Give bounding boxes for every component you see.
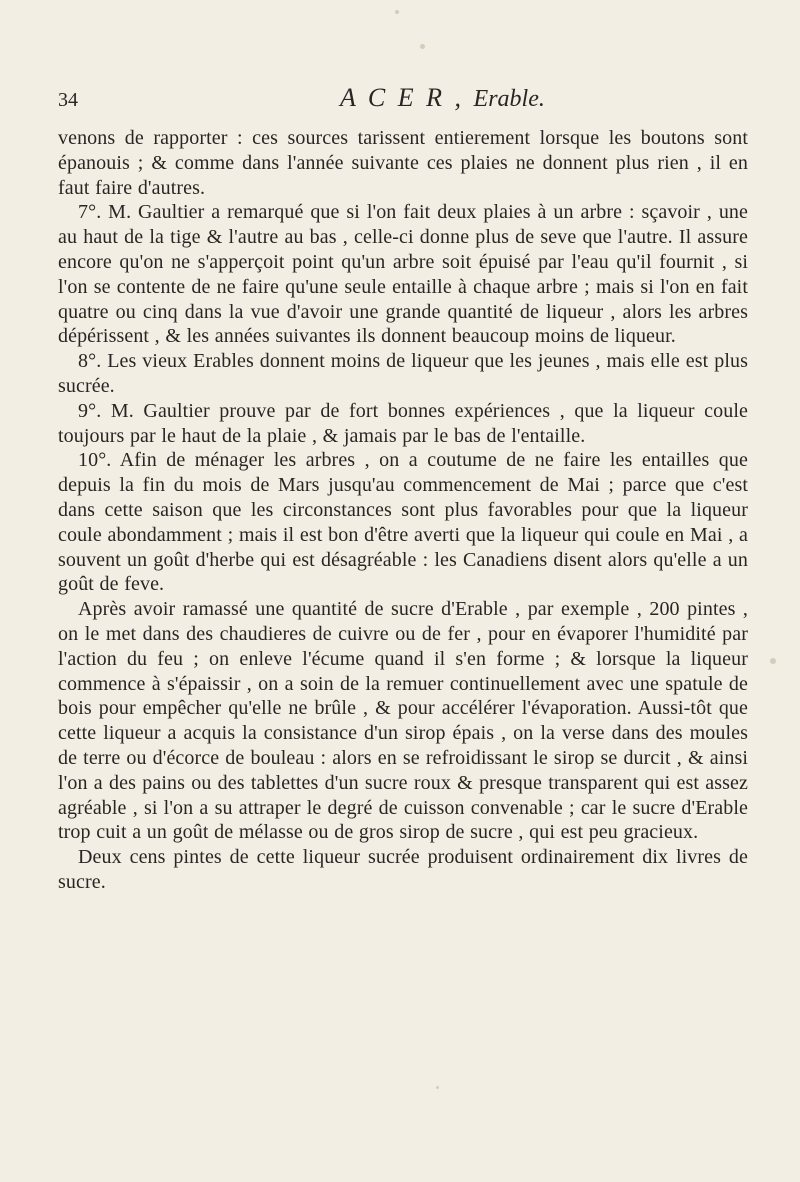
paragraph-continuation: venons de rapporter : ces sources tarissent entierement lorsque les boutons sont épanouis ; & comme dans l'année suivante ces plaies ne donnent plus rien , il en faut faire d'autres. — [58, 127, 748, 199]
paragraph-8: 8°. Les vieux Erables donnent moins de liqueur que les jeunes , mais elle est plus sucrée. — [58, 350, 748, 397]
paragraph-sugar-process: Après avoir ramassé une quantité de sucre d'Erable , par exemple , 200 pintes , on le met dans des chaudieres de cuivre ou de fer , pour en évaporer l'humidité par l'action du feu ; on enleve l'écume quand il s'en forme ; & lorsque la liqueur commence à s'épaissir , on a soin de la remuer continuellement avec une spatule de bois pour empêcher qu'elle ne brûle , & pour accélérer l'évaporation. Aussi-tôt que cette liqueur a acquis la consistance d'un sirop épais , on la verse dans des moules de terre ou d'écorce de bouleau : alors en se refroidissant le sirop se durcit , & ainsi l'on a des pains ou des tablettes d'un sucre roux & presque transparent qui est assez agréable , si l'on a su attraper le degré de cuisson convenable ; car le sucre d'Erable trop cuit a un goût de mélasse ou de gros sirop de sucre , qui est peu gracieux. — [58, 598, 748, 844]
running-title-main: A C E R , — [340, 83, 465, 112]
paragraph-9: 9°. M. Gaultier prouve par de fort bonnes expériences , que la liqueur coule toujours par le haut de la plaie , & jamais par le bas de l'entaille. — [58, 399, 748, 447]
paragraph-yield: Deux cens pintes de cette liqueur sucrée produisent ordinairement dix livres de sucre. — [58, 846, 748, 893]
running-title — [340, 83, 545, 113]
body-text — [58, 126, 748, 895]
page-header — [58, 83, 742, 119]
running-title-sub: Erable. — [473, 86, 545, 112]
paper-speck — [395, 10, 399, 14]
paragraph-7: 7°. M. Gaultier a remarqué que si l'on fait deux plaies à un arbre : sçavoir , une au haut de la tige & l'autre au bas , celle-ci donne plus de seve que l'autre. Il assure encore qu'on ne s'apperçoit point qu'un arbre soit épuisé par l'eau qu'il fournit , si l'on se contente de ne faire qu'une seule entaille à chaque arbre ; mais si l'on en fait quatre ou cinq dans la vue d'avoir une grande quantité de liqueur , alors les arbres dépérissent , & les années suivantes ils donnent beaucoup moins de liqueur. — [58, 201, 748, 348]
paper-speck — [420, 44, 425, 49]
paper-speck — [436, 1086, 439, 1089]
page-number: 34 — [58, 89, 78, 111]
paragraph-10: 10°. Afin de ménager les arbres , on a coutume de ne faire les entailles que depuis la fin du mois de Mars jusqu'au commencement de Mai ; parce que c'est dans cette saison que les circonstances sont plus favorables pour que la liqueur coule abondamment ; mais il est bon d'être averti que la liqueur qui coule en Mai , a souvent un goût d'herbe qui est désagréable : les Canadiens disent alors qu'elle a un goût de feve. — [58, 449, 748, 596]
paper-speck — [770, 658, 776, 664]
